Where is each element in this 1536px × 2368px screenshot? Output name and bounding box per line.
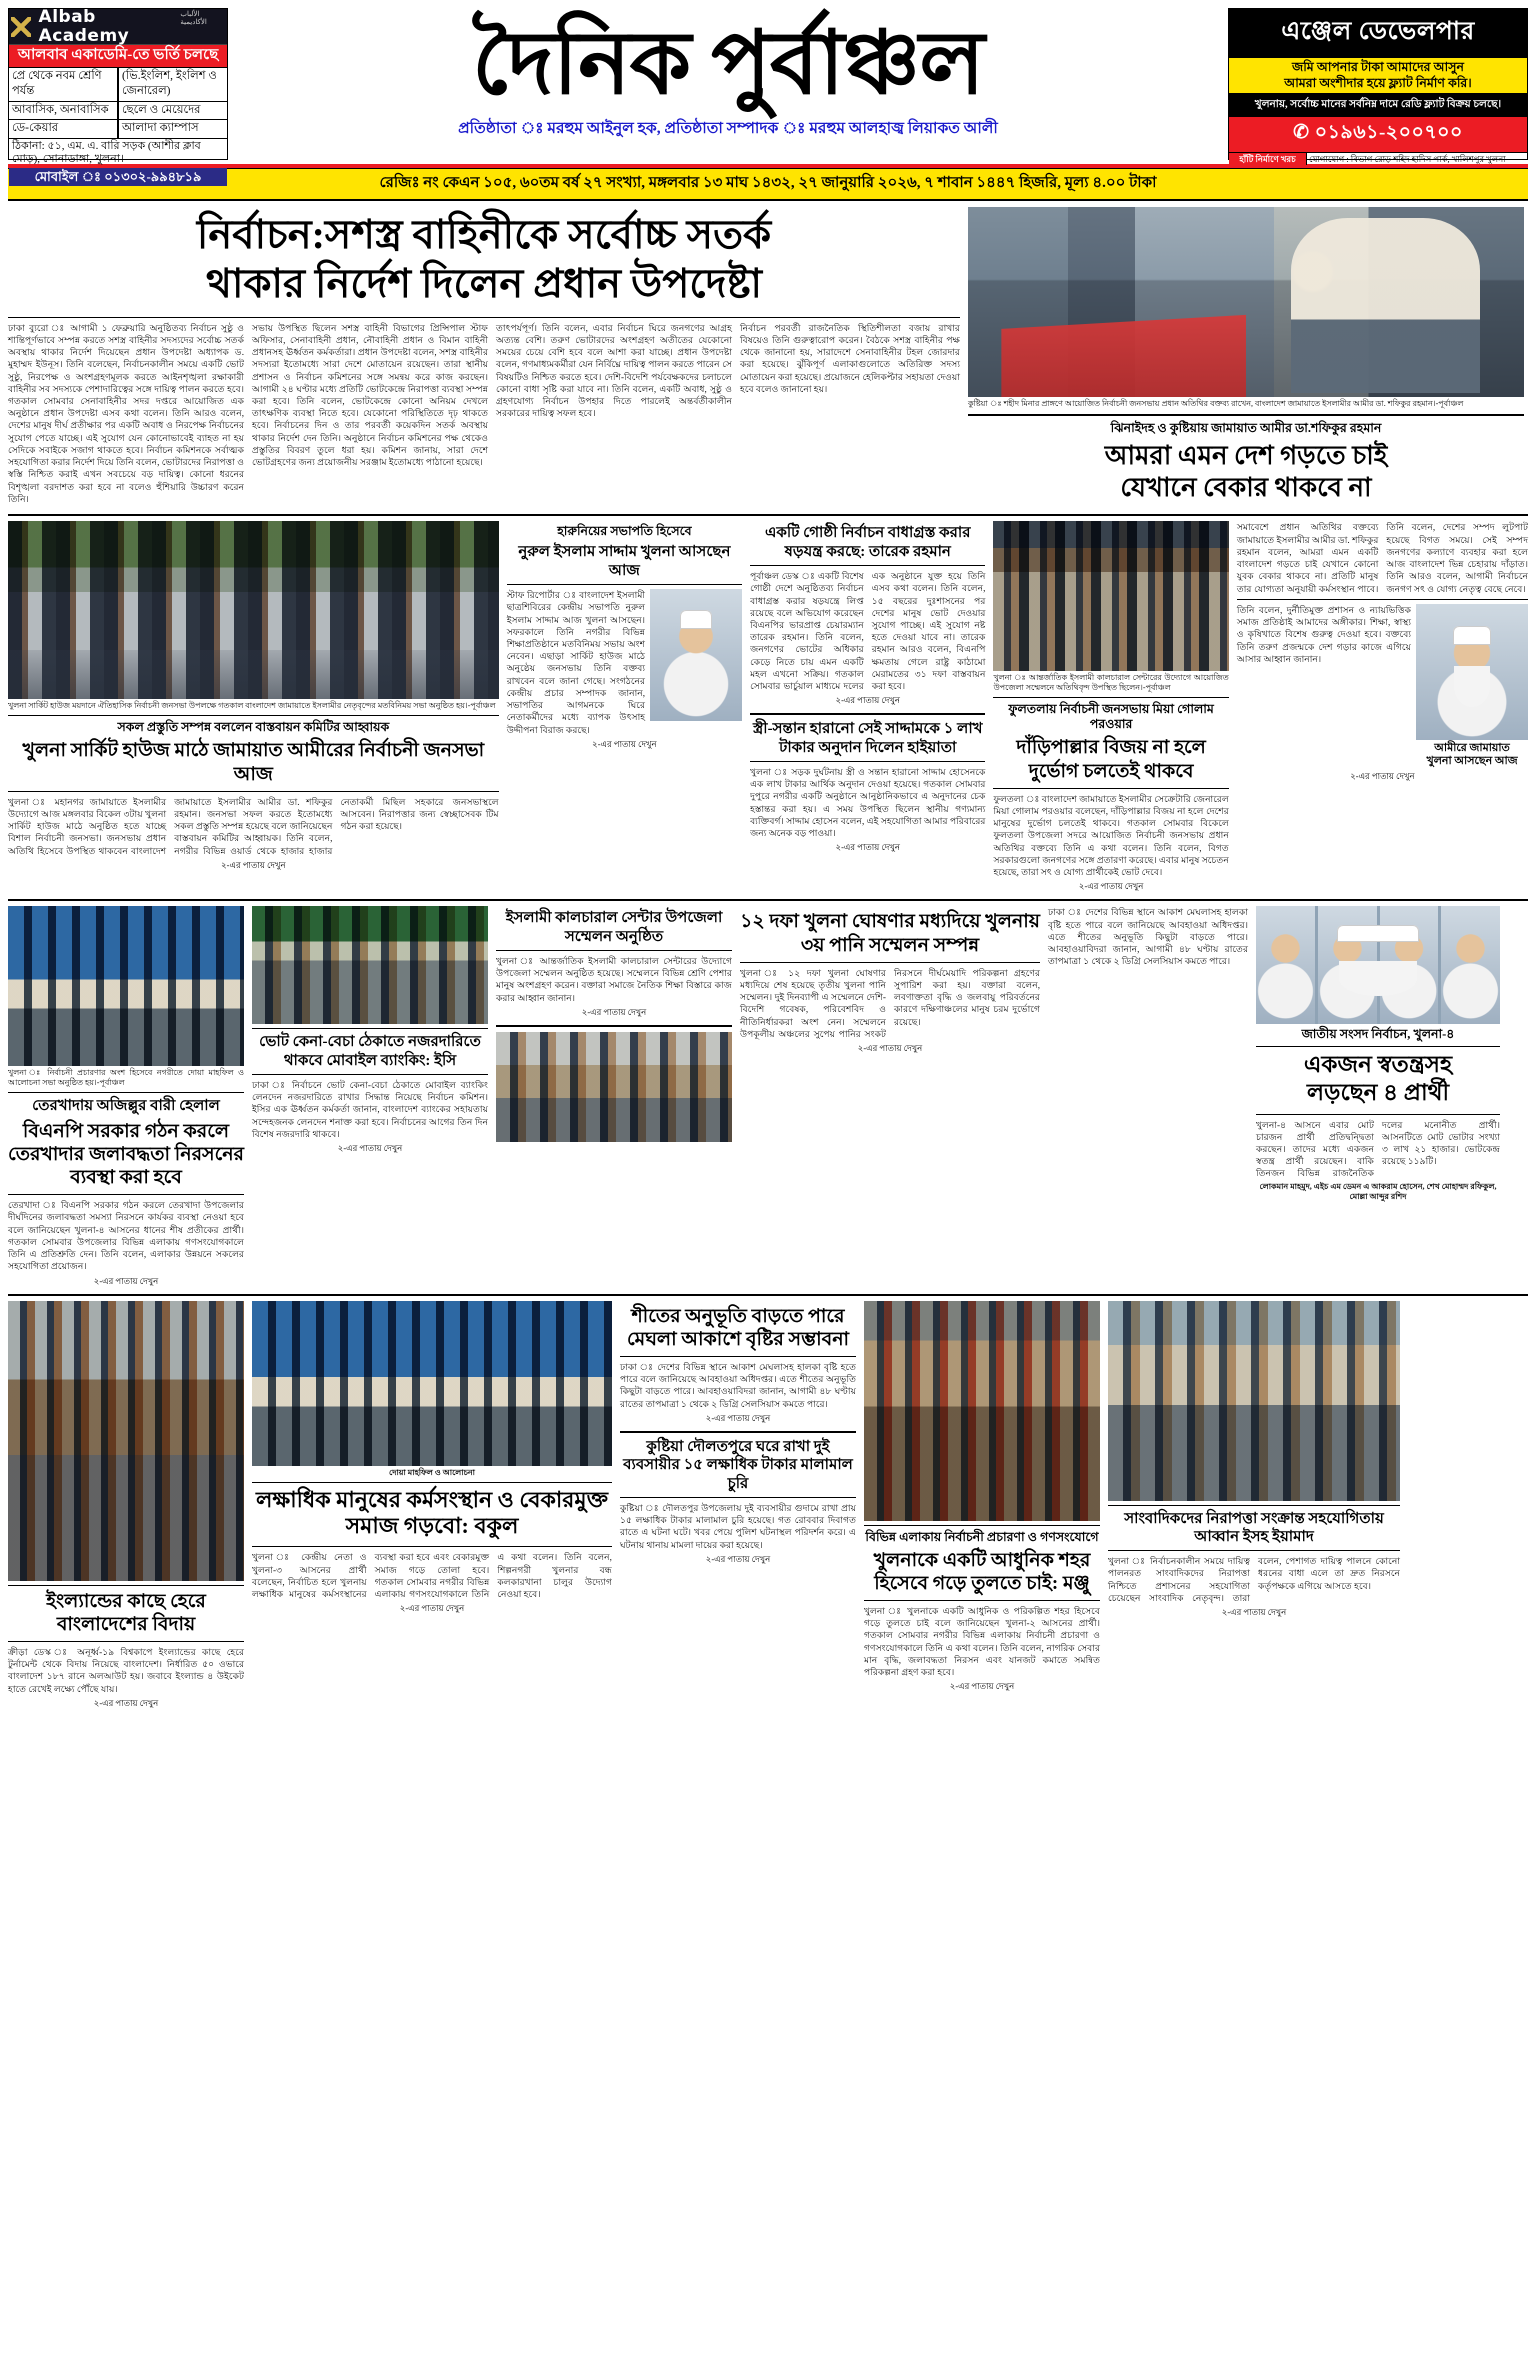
divider xyxy=(496,950,732,951)
divider xyxy=(252,1028,488,1029)
photo-jamaat-amir-speech xyxy=(968,207,1524,397)
lead-body-columns xyxy=(8,322,960,506)
band3-col-5 xyxy=(1048,906,1248,1288)
photo-amir-portrait xyxy=(1416,604,1528,740)
lead-body-col-3: তাৎপর্যপূর্ণ। তিনি বলেন, এবার নির্বাচন ঘিরে জনগণের আগ্রহ অত্যন্ত বেশি। তরুণ ভোটারদের অংশগ্রহণ অতীতের যেকোনো সময়ের চেয়ে বেশি হবে বলে আশা করা যাচ্ছে। প্রধান উপদেষ্টা বলেন, গণমাধ্যমকর্মীরা যেন নির্বিঘ্নে দায়িত্ব পালন করতে পারেন সে বিষয়টিও নিশ্চিত করতে হবে। দেশি-বিদেশি পর্যবেক্ষকদের চলাচলে কোনো বাধা সৃষ্টি করা যাবে না। তিনি বলেন, একটি অবাধ, সুষ্ঠু ও গ্রহণযোগ্য নির্বাচন উপহার দিতে পারলেই অন্তর্বর্তীকালীন সরকারের দায়িত্ব সফল হবে। xyxy=(496,322,732,419)
ad-albab-headline: আলবাব একাডেমি-তে ভর্তি চলছে xyxy=(9,45,227,68)
divider xyxy=(1256,1046,1500,1047)
band-4 xyxy=(8,1301,1528,1711)
ad-albab-brand: Albab Academy xyxy=(38,6,130,46)
story-2-contd: ২-এর পাতায় দেখুন xyxy=(835,695,900,706)
divider xyxy=(968,414,1524,416)
ad-albab-cell-l3: ডে-কেয়ার xyxy=(9,120,119,138)
story-14-headline: সাংবাদিকদের নিরাপত্তা সংক্রান্ত সহযোগিতায় আব্বান ইসহ ইয়ামাদ xyxy=(1124,1510,1384,1545)
story-6-body: ঢাকা ঃ নির্বাচনে ভোট কেনা-বেচা ঠেকাতে মোবাইল ব্যাংকিং লেনদেন নজরদারিতে রাখার সিদ্ধান্ত নিয়েছে নির্বাচন কমিশন। ইসির এক ঊর্ধ্বতন কর্মকর্তা জানান, বাংলাদেশ ব্যাংকের সহায়তায় সন্দেহজনক লেনদেন শনাক্ত করা হবে। নির্বাচনের আগের তিন দিন বিশেষ নজরদারি থাকবে। xyxy=(252,1080,488,1139)
photo-sadaam-portrait xyxy=(650,589,742,721)
divider xyxy=(507,584,742,585)
divider xyxy=(8,317,960,318)
four-headline xyxy=(1256,1051,1500,1107)
story-12-contd: ২-এর পাতায় দেখুন xyxy=(949,1681,1015,1692)
ad-albab-arabic: الألباب الأكاديمية xyxy=(180,9,207,26)
divider xyxy=(750,713,985,715)
story-2-headline: একটি গোষ্ঠী নির্বাচন বাধাগ্রস্ত করার ষড়যন্ত্র করছে: তারেক রহমান xyxy=(764,525,971,560)
story-3-body: খুলনা ঃ সড়ক দুর্ঘটনায় স্ত্রী ও সন্তান হারানো সাদ্দাম হোসেনকে এক লাখ টাকার আর্থিক অনুদান দেওয়া হয়েছে। গতকাল সোমবার দুপুরে নগরীর একটি অনুষ্ঠানে আনুষ্ঠানিকভাবে এ অনুদানের চেক হস্তান্তর করা হয়। এ সময় উপস্থিত ছিলেন স্থানীয় গণ্যমান্য ব্যক্তিবর্গ। সাদ্দাম হোসেন বলেন, এই সহযোগিতা আমার পরিবারের জন্য অনেক বড় পাওয়া। xyxy=(750,766,986,839)
albab-logo-icon xyxy=(9,15,33,39)
divider xyxy=(864,1525,1100,1526)
divider xyxy=(993,788,1228,789)
ad-albab-header xyxy=(9,6,227,46)
band4-col-1 xyxy=(8,1301,244,1711)
ad-albab-address: ঠিকানা: ৫১, এম. এ. বারি সড়ক (আশীর ক্লাব মোড়), সোনাডাঙ্গা, খুলনা। xyxy=(12,139,201,166)
divider xyxy=(8,514,1528,516)
band2-col-right xyxy=(1237,521,1528,894)
divider xyxy=(620,1356,856,1357)
photo-stage-event xyxy=(252,906,488,1024)
divider xyxy=(620,1431,856,1433)
amir-portrait-block xyxy=(1416,604,1528,768)
story-10-headline: লক্ষাধিক মানুষের কর্মসংস্থান ও বেকারমুক্ত সমাজ গড়বো: বকুল xyxy=(256,1486,608,1539)
divider xyxy=(620,1497,856,1498)
ad-albab-cell-r2: ছেলে ও মেয়েদের xyxy=(122,103,201,116)
band3-col-4 xyxy=(740,906,1040,1288)
story-9-body-pre: ঢাকা ঃ দেশের বিভিন্ন স্থানে আকাশ মেঘলাসহ হালকা বৃষ্টি হতে পারে বলে জানিয়েছে আবহাওয়া অধিদপ্তর। এতে শীতের অনুভূতি কিছুটা বাড়তে পারে। আবহাওয়াবিদরা জানান, আগামী ৪৮ ঘণ্টায় রাতের তাপমাত্রা ১ থেকে ২ ডিগ্রি সেলসিয়াস কমতে পারে। xyxy=(1048,907,1248,967)
right-contd: ২-এর পাতায় দেখুন xyxy=(1350,771,1415,782)
photo-caption-fultala: খুলনা ঃ আন্তর্জাতিক ইসলামী কালচারাল সেন্টারের উদ্যোগে আয়োজিত উপজেলা সম্মেলনে অতিথিবৃন্দ উপস্থিত ছিলেন।-পূর্বাঞ্চল xyxy=(993,673,1229,693)
four-names: লোকমান মাহমুদ, এইচ এম ডেমন এ আকরাম হোসেন, শেখ মোহাম্মদ রফিকুল, মোল্লা আব্দুর রশিদ xyxy=(1259,1181,1497,1201)
story-9-contd: ২-এর পাতায় দেখুন xyxy=(705,1412,771,1423)
divider xyxy=(1256,1114,1500,1115)
ad-albab-cell-r1: (ভি.ইংলিশ, ইংলিশ ও জেনারেল) xyxy=(122,69,217,98)
story-7-headline: ইসলামী কালচারাল সেন্টার উপজেলা সম্মেলন অনুষ্ঠিত xyxy=(505,910,723,945)
divider xyxy=(864,1600,1100,1601)
divider xyxy=(1108,1550,1400,1551)
divider xyxy=(993,697,1228,698)
right-headline xyxy=(968,440,1524,503)
ad-albab-row-1 xyxy=(9,68,227,102)
lead-body-col-4: নির্বাচন পরবর্তী রাজনৈতিক স্থিতিশীলতা বজায় রাখার বিষয়েও তিনি গুরুত্বারোপ করেন। বৈঠকে সশস্ত্র বাহিনীর পক্ষ থেকে জানানো হয়, সারাদেশে সেনাবাহিনীর টহল জোরদার করা হয়েছে। ঝুঁকিপূর্ণ এলাকাগুলোতে অতিরিক্ত সদস্য মোতায়েন করা হয়েছে। প্রয়োজনে হেলিকপ্টার সহায়তা দেওয়া হবে বলেও জানানো হয়। xyxy=(740,322,960,394)
divider xyxy=(496,1025,732,1027)
story-4-contd: ২-এর পাতায় দেখুন xyxy=(1078,881,1144,892)
ad-angel-taglines xyxy=(1229,57,1527,94)
story-12-kicker: বিভিন্ন এলাকায় নির্বাচনী প্রচারণা ও গণসংযোগে xyxy=(865,1529,1099,1544)
divider xyxy=(1237,599,1528,600)
story-4-kicker: ফুলতলায় নির্বাচনী জনসভায় মিয়া গোলাম পরওয়ার xyxy=(1008,702,1214,732)
story-12-headline: খুলনাকে একটি আধুনিক শহর হিসেবে গড়ে তুলতে চাই: মঞ্জু xyxy=(873,1549,1091,1594)
story-9-body: ঢাকা ঃ দেশের বিভিন্ন স্থানে আকাশ মেঘলাসহ হালকা বৃষ্টি হতে পারে বলে জানিয়েছে আবহাওয়া অধিদপ্তর। এতে শীতের অনুভূতি কিছুটা বাড়তে পারে। আবহাওয়াবিদরা জানান, আগামী ৪৮ ঘণ্টায় রাতের তাপমাত্রা ১ থেকে ২ ডিগ্রি সেলসিয়াস কমতে পারে। xyxy=(620,1361,856,1409)
ad-albab-cell-r3: আলাদা ক্যাম্পাস xyxy=(122,122,199,135)
story-7-contd: ২-এর পাতায় দেখুন xyxy=(581,1006,647,1017)
candidate-portrait-1 xyxy=(1256,906,1315,1024)
divider xyxy=(8,1585,244,1586)
band3-col-right xyxy=(1256,906,1500,1288)
ad-albab-cell-l1: প্রে থেকে নবম শ্রেণি পর্যন্ত xyxy=(9,68,119,101)
story-2-body: পূর্বাঞ্চল ডেস্ক ঃ একটি বিশেষ গোষ্ঠী দেশে অনুষ্ঠিতব্য নির্বাচন বাধাগ্রস্ত করার ষড়যন্ত্রে লিপ্ত রয়েছে বলে অভিযোগ করেছেন বিএনপির ভারপ্রাপ্ত চেয়ারম্যান তারেক রহমান। তিনি বলেন, জনগণের ভোটের অধিকার কেড়ে নিতে চায় এমন একটি মহল এখনো সক্রিয়। গতকাল সোমবার ভার্চুয়াল মাধ্যমে দলের এক অনুষ্ঠানে যুক্ত হয়ে তিনি এসব কথা বলেন। তিনি বলেন, ১৫ বছরের দুঃশাসনের পর দেশের মানুষ ভোট দেওয়ার সুযোগ পাচ্ছে। এই সুযোগ নষ্ট হতে দেওয়া যাবে না। তারেক রহমান আরও বলেন, বিএনপি ক্ষমতায় গেলে রাষ্ট্র কাঠামো মেরামতের ৩১ দফা বাস্তবায়ন করা হবে। xyxy=(750,571,986,692)
founders-line: প্রতিষ্ঠাতা ঃ মরহুম আইনুল হক, প্রতিষ্ঠাতা সম্পাদক ঃ মরহুম আলহাজ্ব লিয়াকত আলী xyxy=(458,119,998,137)
ad-angel-tagline-1: জমি আপনার টাকা আমাদের আসুন xyxy=(1292,60,1464,74)
photo-room-meeting xyxy=(496,1032,732,1142)
amir-caption-2: খুলনা আসছেন আজ xyxy=(1426,755,1518,768)
divider xyxy=(8,715,499,716)
story-13-body: কুষ্টিয়া ঃ দৌলতপুর উপজেলায় দুই ব্যবসায়ীর গুদামে রাখা প্রায় ১৫ লক্ষাধিক টাকার মালামাল চুরি হয়েছে। গত রোববার দিবাগত রাতে এ ঘটনা ঘটে। খবর পেয়ে পুলিশ ঘটনাস্থল পরিদর্শন করে। এ ঘটনায় থানায় মামলা দায়ের করা হয়েছে। xyxy=(620,1502,856,1550)
story-13-headline: কুষ্টিয়া দৌলতপুরে ঘরে রাখা দুই ব্যবসায়ীর ১৫ লক্ষাধিক টাকার মালামাল চুরি xyxy=(623,1438,853,1492)
story-8-contd: ২-এর পাতায় দেখুন xyxy=(857,1043,923,1054)
photo-market-stall xyxy=(864,1301,1100,1521)
story-0-contd: ২-এর পাতায় দেখুন xyxy=(221,859,286,870)
lead-headline-line-1: নির্বাচন:সশস্ত্র বাহিনীকে সর্বোচ্চ সতর্ক xyxy=(196,212,772,257)
story-11-headline: ইংল্যান্ডের কাছে হেরে বাংলাদেশের বিদায় xyxy=(46,1590,206,1635)
divider xyxy=(252,1482,612,1483)
story-5-contd: ২-এর পাতায় দেখুন xyxy=(93,1275,159,1286)
regi-bar-wrap xyxy=(8,164,1528,201)
ad-angel-developer[interactable] xyxy=(1228,8,1528,165)
four-portraits-caption: জাতীয় সংসদ নির্বাচন, খুলনা-৪ xyxy=(1301,1027,1455,1042)
story-8-body: খুলনা ঃ ১২ দফা খুলনা ঘোষণার মধ্যদিয়ে শেষ হয়েছে তৃতীয় খুলনা পানি সম্মেলন। দুই দিনব্যাপী এ সম্মেলনে দেশি-বিদেশি গবেষক, পরিবেশবিদ ও নীতিনির্ধারকরা অংশ নেন। সম্মেলনে উপকূলীয় অঞ্চলের সুপেয় পানির সংকট নিরসনে দীর্ঘমেয়াদি পরিকল্পনা গ্রহণের সুপারিশ করা হয়। বক্তারা বলেন, লবণাক্ততা বৃদ্ধি ও জলবায়ু পরিবর্তনের কারণে দক্ষিণাঞ্চলের মানুষ চরম দুর্ভোগে রয়েছে। xyxy=(740,967,1040,1039)
story-1-contd: ২-এর পাতায় দেখুন xyxy=(592,738,657,749)
photo-caption-group: খুলনা সার্কিট হাউজ ময়দানে ঐতিহাসিক নির্বাচনী জনসভা উপলক্ষে গতকাল বাংলাদেশ জামায়াতে ইসলামীর নেতৃবৃন্দের মতবিনিময় সভা অনুষ্ঠিত হয়।-পূর্বাঞ্চল xyxy=(8,701,496,711)
story-1-body: স্টাফ রিপোর্টার ঃ বাংলাদেশ ইসলামী ছাত্রশিবিরের কেন্দ্রীয় সভাপতি নুরুল ইসলাম সাদ্দাম আজ খুলনা আসছেন। সফরকালে তিনি নগরীর বিভিন্ন শিক্ষাপ্রতিষ্ঠানে মতবিনিময় সভায় অংশ নেবেন। এছাড়া সার্কিট হাউজ মাঠে অনুষ্ঠেয় জনসভায় তিনি বক্তব্য রাখবেন বলে জানা গেছে। সংগঠনের কেন্দ্রীয় প্রচার সম্পাদক জানান, সভাপতির আগমনকে ঘিরে নেতাকর্মীদের মধ্যে ব্যাপক উৎসাহ উদ্দীপনা বিরাজ করছে। xyxy=(506,590,646,735)
band4-col-right xyxy=(1108,1301,1400,1711)
ad-angel-brand: এঞ্জেল ডেভেলপার xyxy=(1229,9,1527,57)
photo-hall-gathering xyxy=(1108,1301,1400,1501)
dua-banner-caption: দোয়া মাহফিল ও আলোচনা xyxy=(389,1467,475,1477)
masthead-center xyxy=(228,8,1228,160)
photo-caption-banner: খুলনা ঃ নির্বাচনী প্রচারণার অংশ হিসেবে নগরীতে দোয়া মাহফিল ও আলোচনা সভা অনুষ্ঠিত হয়।-পূর্বাঞ্চল xyxy=(8,1068,244,1088)
story-8-headline: ১২ দফা খুলনা ঘোষণার মধ্যদিয়ে খুলনায় ৩য় পানি সম্মেলন সম্পন্ন xyxy=(740,911,1040,956)
ad-albab-cell-l2: আবাসিক, অনাবাসিক xyxy=(9,102,119,120)
lead-right xyxy=(968,207,1524,509)
ad-angel-tagline-2: আমরা অংশীদার হয়ে ফ্ল্যাট নির্মাণ করি। xyxy=(1284,75,1472,90)
photo-fultala-rally xyxy=(993,521,1228,671)
band3-col-3 xyxy=(496,906,732,1288)
story-7-body: খুলনা ঃ আন্তর্জাতিক ইসলামী কালচারাল সেন্টারের উদ্যোগে উপজেলা সম্মেলন অনুষ্ঠিত হয়েছে। সম্মেলনে বিভিন্ন শ্রেণি পেশার মানুষ অংশগ্রহণ করেন। বক্তারা সমাজে নৈতিক শিক্ষা বিস্তারে কাজ করার আহ্বান জানান। xyxy=(496,956,732,1003)
story-0-body: খুলনা ঃ মহানগর জামায়াতে ইসলামীর উদ্যোগে আজ মঙ্গলবার বিকেল ৩টায় খুলনা সার্কিট হাউজ মাঠে অনুষ্ঠিত হতে যাচ্ছে বিশাল নির্বাচনী জনসভা। জনসভায় প্রধান অতিথি হিসেবে উপস্থিত থাকবেন বাংলাদেশ জামায়াতে ইসলামীর আমীর ডা. শফিকুর রহমান। জনসভা সফল করতে ইতোমধ্যে সকল প্রস্তুতি সম্পন্ন হয়েছে বলে জানিয়েছেন বাস্তবায়ন কমিটির আহ্বায়ক। তিনি বলেন, নগরীর বিভিন্ন ওয়ার্ড থেকে হাজার হাজার নেতাকর্মী মিছিল সহকারে জনসভাস্থলে আসবেন। নিরাপত্তার জন্য স্বেচ্ছাসেবক টিম গঠন করা হয়েছে। xyxy=(8,796,499,856)
divider xyxy=(8,1294,1528,1296)
story-14-body: খুলনা ঃ নির্বাচনকালীন সময়ে দায়িত্ব পালনরত সাংবাদিকদের নিরাপত্তা নিশ্চিতে প্রশাসনের সহযোগিতা চেয়েছেন সাংবাদিক নেতৃবৃন্দ। তারা বলেন, পেশাগত দায়িত্ব পালনে কোনো ধরনের বাধা এলে তা দ্রুত নিরসনে কর্তৃপক্ষকে এগিয়ে আসতে হবে। xyxy=(1108,1556,1400,1603)
right-kicker: ঝিনাইদহ ও কুষ্টিয়ায় জামায়াত আমীর ডা.শফিকুর রহমান xyxy=(1110,421,1382,435)
divider xyxy=(8,1641,244,1642)
photo-group-meeting xyxy=(8,521,499,699)
band-2 xyxy=(8,521,1528,894)
story-11-contd: ২-এর পাতায় দেখুন xyxy=(93,1697,159,1708)
lead-left xyxy=(8,207,960,509)
story-5-kicker: তেরখাদায় অজিল্লুর বারী হেলাল xyxy=(32,1098,220,1115)
photo-four-candidates xyxy=(1256,906,1500,1024)
story-6-contd: ২-এর পাতায় দেখুন xyxy=(337,1143,403,1154)
divider xyxy=(8,791,499,792)
four-headline-line-2: লড়ছেন ৪ প্রার্থী xyxy=(1306,1080,1450,1106)
right-body-2: তিনি বলেন, দুর্নীতিমুক্ত প্রশাসন ও ন্যায়ভিত্তিক সমাজ প্রতিষ্ঠাই আমাদের অঙ্গীকার। শিক্ষা, স্বাস্থ্য ও কৃষিখাতে বিশেষ গুরুত্ব দেওয়া হবে। বক্তব্যে তিনি তরুণ প্রজন্মকে দেশ গড়ার কাজে এগিয়ে আসার আহ্বান জানান। xyxy=(1236,604,1412,664)
story-11-body: ক্রীড়া ডেস্ক ঃ অনূর্ধ্ব-১৯ বিশ্বকাপে ইংল্যান্ডের কাছে হেরে টুর্নামেন্ট থেকে বিদায় নিয়েছে বাংলাদেশ। নির্ধারিত ৫০ ওভারে বাংলাদেশ ১৮৭ রানে অলআউট হয়। জবাবে ইংল্যান্ড ৪ উইকেট হাতে রেখেই লক্ষ্যে পৌঁছে যায়। xyxy=(8,1646,244,1694)
ad-albab-mobile[interactable]: মোবাইল ঃ ০১৩০২-৯৯৪৮১৯ xyxy=(9,168,227,186)
story-1-wrap xyxy=(507,589,742,736)
band2-col-3 xyxy=(750,521,985,894)
amir-caption-1: আমীরে জামায়াত xyxy=(1434,741,1510,754)
candidate-portrait-4 xyxy=(1441,906,1500,1024)
divider xyxy=(1108,1505,1400,1506)
story-3-contd: ২-এর পাতায় দেখুন xyxy=(835,842,900,853)
four-body: খুলনা-৪ আসনে এবার মোট চারজন প্রার্থী প্রতিদ্বন্দ্বিতা করছেন। তাদের মধ্যে একজন স্বতন্ত্র প্রার্থী রয়েছেন। বাকি তিনজন বিভিন্ন রাজনৈতিক দলের মনোনীত প্রার্থী। আসনটিতে মোট ভোটার সংখ্যা ৩ লাখ ২১ হাজার। ভোটকেন্দ্র রয়েছে ১১৯টি। xyxy=(1256,1119,1500,1179)
story-4-headline: দাঁড়িপাল্লার বিজয় না হলে দুর্ভোগ চলতেই থাকবে xyxy=(1016,737,1206,782)
newspaper-title: দৈনিক পুর্বাঞ্চল xyxy=(472,16,984,113)
band2-col-mid xyxy=(507,521,742,894)
divider xyxy=(8,1194,244,1195)
story-9-headline: শীতের অনুভূতি বাড়তে পারে মেঘলা আকাশে বৃষ্টির সম্ভাবনা xyxy=(626,1305,850,1350)
story-10-body: খুলনা ঃ কেন্দ্রীয় নেতা ও খুলনা-৩ আসনের প্রার্থী বলেছেন, নির্বাচিত হলে খুলনায় লক্ষাধিক মানুষের কর্মসংস্থানের ব্যবস্থা করা হবে এবং বেকারমুক্ত সমাজ গড়ে তোলা হবে। গতকাল সোমবার নগরীর বিভিন্ন এলাকায় গণসংযোগকালে তিনি এ কথা বলেন। তিনি বলেন, শিল্পনগরী খুলনার বন্ধ কলকারখানা চালুর উদ্যোগ নেওয়া হবে। xyxy=(252,1552,612,1599)
story-5-body: তেরখাদা ঃ বিএনপি সরকার গঠন করলে তেরখাদা উপজেলার দীর্ঘদিনের জলাবদ্ধতা সমস্যা নিরসনে কার্যকর ব্যবস্থা নেওয়া হবে বলে জানিয়েছেন খুলনা-৪ আসনের ধানের শীষ প্রতীকের প্রার্থী। গতকাল সোমবার উপজেলার বিভিন্ন এলাকায় গণসংযোগকালে তিনি এ প্রতিশ্রুতি দেন। তিনি বলেন, এলাকার উন্নয়নে সকলের সহযোগিতা প্রয়োজন। xyxy=(8,1200,244,1272)
divider xyxy=(252,1546,612,1547)
amir-portrait-wrap xyxy=(1237,604,1528,768)
band4-col-4 xyxy=(864,1301,1100,1711)
band2-col-left xyxy=(8,521,499,894)
photo-caption-main: কুষ্টিয়া ঃ শহীদ মিনার প্রাঙ্গণে আয়োজিত নির্বাচনী জনসভায় প্রধান অতিথির বক্তব্য রাখেন, বাংলাদেশ জামায়াতে ইসলামীর আমীর ডা. শফিকুর রহমান।-পূর্বাঞ্চল xyxy=(968,399,1464,408)
right-headline-line-2: যেখানে বেকার থাকবে না xyxy=(1120,472,1372,502)
story-14-contd: ২-এর পাতায় দেখুন xyxy=(1221,1607,1287,1618)
candidate-portrait-3 xyxy=(1380,906,1439,1024)
ad-angel-badge: হাঁটি নির্মাণে খরচ xyxy=(1229,153,1307,165)
lead-headline xyxy=(8,211,960,309)
regi-line: রেজিঃ নং কেএন ১০৫, ৬০তম বর্ষ ২৭ সংখ্যা, মঙ্গলবার ১৩ মাঘ ১৪৩২, ২৭ জানুয়ারি ২০২৬, ৭ শাবান ১৪৪৭ হিজরি, মূল্য ৪.০০ টাকা xyxy=(8,168,1528,201)
right-headline-line-1: আমরা এমন দেশ গড়তে চাই xyxy=(1104,441,1388,470)
story-5-headline: বিএনপি সরকার গঠন করলে তেরখাদার জলাবদ্ধতা নিরসনের ব্যবস্থা করা হবে xyxy=(8,1120,244,1189)
story-0-headline: খুলনা সার্কিট হাউজ মাঠে জামায়াত আমীরের নির্বাচনী জনসভা আজ xyxy=(22,740,485,785)
story-12-body: খুলনা ঃ খুলনাকে একটি আধুনিক ও পরিকল্পিত শহর হিসেবে গড়ে তুলতে চাই বলে জানিয়েছেন খুলনা-২ আসনের প্রার্থী। গতকাল সোমবার নগরীর বিভিন্ন এলাকায় নির্বাচনী প্রচারণা ও গণসংযোগকালে তিনি এ কথা বলেন। তিনি বলেন, নাগরিক সেবার মান বৃদ্ধি, জলাবদ্ধতা নিরসন এবং যানজট কমাতে সমন্বিত পরিকল্পনা গ্রহণ করা হবে। xyxy=(864,1605,1100,1678)
photo-dua-mahfil xyxy=(252,1301,612,1466)
ad-angel-phone[interactable]: ✆ ০১৯৬১-২০০৭০০ xyxy=(1229,117,1527,152)
band3-col-2 xyxy=(252,906,488,1288)
story-6-headline: ভোট কেনা-বেচা ঠেকাতে নজরদারিতে থাকবে মোবাইল ব্যাংকিং: ইসি xyxy=(259,1034,481,1069)
story-0-kicker: সকল প্রস্তুতি সম্পন্ন বললেন বাস্তবায়ন কমিটির আহ্বায়ক xyxy=(117,720,390,735)
lead-headline-line-2: থাকার নির্দেশ দিলেন প্রধান উপদেষ্টা xyxy=(205,260,763,306)
ad-albab-academy[interactable] xyxy=(8,6,228,185)
divider xyxy=(8,899,1528,901)
band3-col-1 xyxy=(8,906,244,1288)
ad-albab-row-3 xyxy=(9,120,227,139)
divider xyxy=(8,1092,244,1093)
divider xyxy=(750,761,985,762)
story-1-headline: নুরুল ইসলাম সাদ্দাম খুলনা আসছেন আজ xyxy=(518,544,731,579)
story-13-contd: ২-এর পাতায় দেখুন xyxy=(705,1553,771,1564)
photo-banner-event xyxy=(8,906,244,1066)
divider xyxy=(740,962,1040,963)
divider xyxy=(252,1074,488,1075)
lead-body-col-2: সভায় উপস্থিত ছিলেন সশস্ত্র বাহিনী বিভাগের প্রিন্সিপাল স্টাফ অফিসার, সেনাবাহিনী প্রধান, নৌবাহিনী প্রধান ও বিমান বাহিনী প্রধানসহ ঊর্ধ্বতন কর্মকর্তারা। প্রধান উপদেষ্টা বলেন, সশস্ত্র বাহিনীর সদস্যরা ইতোমধ্যে সারা দেশে মোতায়েন রয়েছেন। তারা স্থানীয় প্রশাসন ও নির্বাচন কমিশনের সঙ্গে সমন্বয় করে কাজ করছেন। আগামী ২৪ ঘণ্টার মধ্যে প্রতিটি ভোটকেন্দ্রে নিরাপত্তা ব্যবস্থা সম্পন্ন করা হবে। তিনি বলেন, ভোটকেন্দ্রে কোনো অনিয়ম দেখলে তাৎক্ষণিক ব্যবস্থা নিতে হবে। যেকোনো পরিস্থিতিতে দৃঢ় থাকতে হবে। নির্বাচনের দিন ও তার পরবর্তী কয়েকদিন সতর্ক অবস্থায় থাকার নির্দেশ দেন তিনি। অনুষ্ঠানে নির্বাচন কমিশনের পক্ষ থেকেও প্রস্তুতির বিবরণ তুলে ধরা হয়। কমিশন জানায়, সারা দেশে ভোটগ্রহণের জন্য প্রয়োজনীয় সরঞ্জাম ইতোমধ্যে পাঠানো হয়েছে। xyxy=(252,322,488,468)
band4-col-3 xyxy=(620,1301,856,1711)
divider xyxy=(750,565,985,566)
band2-col-4 xyxy=(993,521,1228,894)
lead-block xyxy=(8,207,1528,509)
four-headline-line-1: একজন স্বতন্ত্রসহ xyxy=(1303,1052,1453,1078)
story-10-contd: ২-এর পাতায় দেখুন xyxy=(399,1603,465,1614)
ad-angel-badge-note: যোগাযোগ : বিভাগ রোড় শহিদ হাদিস পার্ক, খালিশপুর খুলনা xyxy=(1309,154,1506,165)
photo-road-campaign xyxy=(8,1301,244,1581)
story-4-body: ফুলতলা ঃ বাংলাদেশ জামায়াতে ইসলামীর সেক্রেটারি জেনারেল মিয়া গোলাম পরওয়ার বলেছেন, দাঁড়িপাল্লার বিজয় না হলে দেশের মানুষের দুর্ভোগ চলতেই থাকবে। গতকাল সোমবার বিকেলে ফুলতলা উপজেলা সদরে আয়োজিত নির্বাচনী জনসভায় প্রধান অতিথির বক্তব্যে তিনি এ কথা বলেন। তিনি বলেন, বিগত সরকারগুলো জনগণের সঙ্গে প্রতারণা করেছে। এবার মানুষ সচেতন হয়েছে, তারা সৎ ও যোগ্য প্রার্থীকেই ভোট দেবে। xyxy=(993,793,1229,878)
lead-body-col-1: ঢাকা ব্যুরো ঃ আগামী ১ ফেব্রুয়ারি অনুষ্ঠিতব্য নির্বাচন সুষ্ঠু ও শান্তিপূর্ণভাবে সম্পন্ন করতে সশস্ত্র বাহিনীর সদস্যদের সর্বোচ্চ সতর্ক অবস্থায় থাকার নির্দেশ দিয়েছেন প্রধান উপদেষ্টা অধ্যাপক ড. মুহাম্মদ ইউনূস। তিনি বলেছেন, নির্বাচনকালীন সময়ে একটি ভোট সুষ্ঠু, নিরপেক্ষ ও অংশগ্রহণমূলক করতে আইনশৃঙ্খলা রক্ষাকারী বাহিনীর সব সদস্যকে পেশাদারিত্বের সঙ্গে দায়িত্ব পালন করতে হবে। গতকাল সোমবার সেনাবাহিনীর সদর দপ্তরে আয়োজিত এক অনুষ্ঠানে প্রধান উপদেষ্টা এসব কথা বলেন। তিনি আরও বলেন, দেশের মানুষ দীর্ঘ প্রতীক্ষার পর একটি অবাধ ও নিরপেক্ষ নির্বাচনের সুযোগ পেতে যাচ্ছে। এই সুযোগ যেন কোনোভাবেই ব্যাহত না হয় সেদিকে সবাইকে সজাগ থাকতে হবে। নির্বাচন কমিশনকে সর্বাত্মক সহযোগিতা করার নির্দেশ দিয়ে তিনি বলেন, ভোটারদের নিরাপত্তা ও স্বস্তি নিশ্চিত করাই এখন সবচেয়ে বড় দায়িত্ব। কোনো ধরনের বিশৃঙ্খলা বরদাশত করা হবে না বলেও হুঁশিয়ারি উচ্চারণ করেন তিনি। xyxy=(8,322,244,504)
ad-albab-row-2 xyxy=(9,102,227,121)
right-body-1: সমাবেশে প্রধান অতিথির বক্তব্যে জামায়াতে ইসলামীর আমীর ডা. শফিকুর রহমান বলেন, আমরা এমন একটি বাংলাদেশ গড়তে চাই যেখানে কোনো যুবক বেকার থাকবে না। প্রতিটি মানুষ তার যোগ্যতা অনুযায়ী কর্মসংস্থান পাবে। তিনি বলেন, দেশের সম্পদ লুটপাট হয়েছে বিগত সময়ে। সেই সম্পদ জনগণের কল্যাণে ব্যবহার করা হলে আজ বাংলাদেশ ভিন্ন চেহারায় দাঁড়াত। তিনি আরও বলেন, আগামী নির্বাচনে জনগণ সৎ ও যোগ্য নেতৃত্ব বেছে নেবে। xyxy=(1236,522,1529,594)
ad-angel-sub: খুলনায়, সর্বোচ্চ মানের সর্বনিম্ন দামে রেডি ফ্ল্যাট বিক্রয় চলছে। xyxy=(1229,94,1527,117)
band-3 xyxy=(8,906,1528,1288)
ad-angel-bottom xyxy=(1229,152,1527,165)
story-3-headline: স্ত্রী-সন্তান হারানো সেই সাদ্দামকে ১ লাখ টাকার অনুদান দিলেন হাইয়াতা xyxy=(752,721,983,756)
story-1-kicker: হারুনিয়ের সভাপতি হিসেবে xyxy=(557,524,692,539)
band4-col-2 xyxy=(252,1301,612,1711)
